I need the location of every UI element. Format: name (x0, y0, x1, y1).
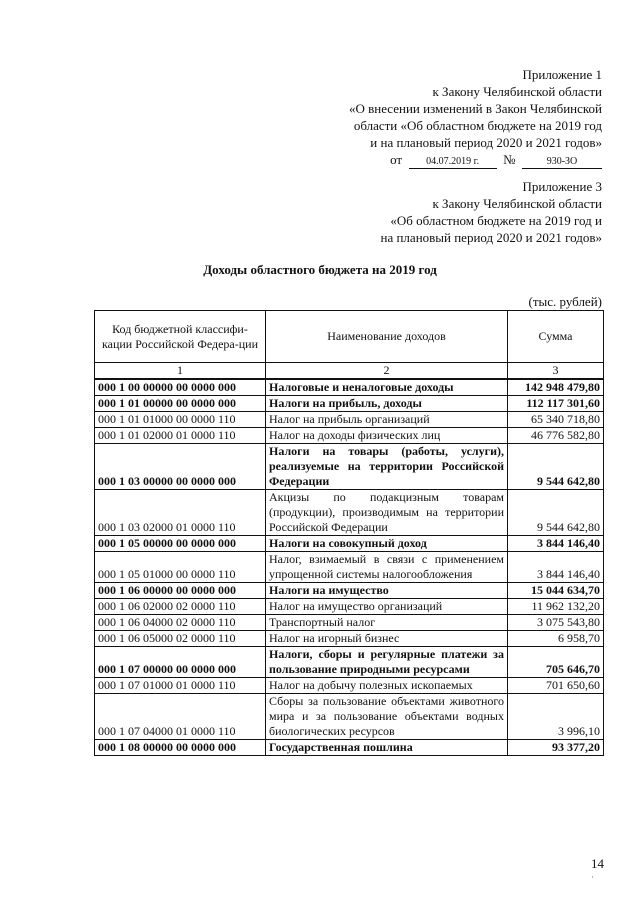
table-header-row (95, 311, 604, 363)
table-row (95, 412, 604, 428)
appendix-1-header (349, 66, 602, 169)
table-row (95, 740, 604, 756)
row-name: Налоги на совокупный доход (266, 536, 508, 552)
column-number-row (95, 363, 604, 380)
row-sum: 6 958,70 (508, 631, 604, 647)
row-code: 000 1 06 05000 02 0000 110 (95, 631, 266, 647)
row-code: 000 1 07 01000 01 0000 110 (95, 678, 266, 694)
table-row (95, 428, 604, 444)
row-name: Налоги на прибыль, доходы (266, 396, 508, 412)
number-label: № (503, 152, 516, 167)
appendix-3-line: к Закону Челябинской области (432, 196, 602, 211)
appendix-3-line: на плановый период 2020 и 2021 годов» (380, 230, 602, 245)
row-sum: 9 544 642,80 (508, 444, 604, 490)
row-name: Налоги на имущество (266, 583, 508, 599)
row-code: 000 1 06 00000 00 0000 000 (95, 583, 266, 599)
row-code: 000 1 08 00000 00 0000 000 (95, 740, 266, 756)
row-name: Налог на доходы физических лиц (266, 428, 508, 444)
table-row (95, 599, 604, 615)
appendix-3-line: Приложение 3 (522, 179, 602, 194)
page-number: 14 (591, 856, 604, 871)
row-sum: 46 776 582,80 (508, 428, 604, 444)
table-row (95, 379, 604, 396)
header-sum: Сумма (508, 311, 604, 363)
appendix-1-line: Приложение 1 (522, 67, 602, 82)
table-row (95, 694, 604, 740)
row-name: Налоговые и неналоговые доходы (266, 379, 508, 396)
law-date: 04.07.2019 г. (409, 156, 497, 169)
table-row (95, 536, 604, 552)
row-sum: 112 117 301,60 (508, 396, 604, 412)
column-number: 3 (508, 363, 604, 380)
table-row (95, 444, 604, 490)
row-code: 000 1 00 00000 00 0000 000 (95, 379, 266, 396)
scan-mark: · (591, 872, 594, 882)
row-code: 000 1 03 02000 01 0000 110 (95, 490, 266, 536)
table-row (95, 631, 604, 647)
row-sum: 11 962 132,20 (508, 599, 604, 615)
appendix-3-line: «Об областном бюджете на 2019 год и (390, 213, 602, 228)
appendix-1-line: к Закону Челябинской области (432, 84, 602, 99)
row-name: Налог на добычу полезных ископаемых (266, 678, 508, 694)
revenue-table (94, 310, 604, 756)
row-sum: 3 844 146,40 (508, 536, 604, 552)
table-row (95, 552, 604, 583)
table-row (95, 647, 604, 678)
row-code: 000 1 03 00000 00 0000 000 (95, 444, 266, 490)
row-code: 000 1 07 00000 00 0000 000 (95, 647, 266, 678)
row-name: Налог на прибыль организаций (266, 412, 508, 428)
row-name: Налог, взимаемый в связи с применением упрощенной системы налогообложения (266, 552, 508, 583)
appendix-1-line: области «Об областном бюджете на 2019 год (353, 118, 602, 133)
row-code: 000 1 05 00000 00 0000 000 (95, 536, 266, 552)
row-name: Налоги, сборы и регулярные платежи за пользование природными ресурсами (266, 647, 508, 678)
law-reference (349, 151, 602, 169)
header-code: Код бюджетной классифи-кации Российской Федера-ции (95, 311, 266, 363)
row-name: Сборы за пользование объектами животного мира и за пользование объектами водных биологических ресурсов (266, 694, 508, 740)
row-sum: 65 340 718,80 (508, 412, 604, 428)
row-code: 000 1 01 02000 01 0000 110 (95, 428, 266, 444)
row-name: Налог на игорный бизнес (266, 631, 508, 647)
row-sum: 15 044 634,70 (508, 583, 604, 599)
table-row (95, 490, 604, 536)
header-name: Наименование доходов (266, 311, 508, 363)
row-code: 000 1 07 04000 01 0000 110 (95, 694, 266, 740)
row-sum: 701 650,60 (508, 678, 604, 694)
row-name: Налоги на товары (работы, услуги), реализуемые на территории Российской Федерации (266, 444, 508, 490)
appendix-3-header (381, 178, 603, 246)
row-name: Акцизы по подакцизным товарам (продукции), производимым на территории Российской Федерации (266, 490, 508, 536)
column-number: 1 (95, 363, 266, 380)
row-sum: 705 646,70 (508, 647, 604, 678)
document-title: Доходы областного бюджета на 2019 год (203, 262, 437, 277)
row-sum: 9 544 642,80 (508, 490, 604, 536)
row-code: 000 1 06 04000 02 0000 110 (95, 615, 266, 631)
table-row (95, 678, 604, 694)
units-label: (тыс. рублей) (528, 294, 602, 309)
table-row (95, 615, 604, 631)
row-name: Государственная пошлина (266, 740, 508, 756)
row-name: Транспортный налог (266, 615, 508, 631)
row-sum: 3 996,10 (508, 694, 604, 740)
row-code: 000 1 05 01000 00 0000 110 (95, 552, 266, 583)
row-sum: 3 844 146,40 (508, 552, 604, 583)
row-code: 000 1 01 00000 00 0000 000 (95, 396, 266, 412)
row-sum: 3 075 543,80 (508, 615, 604, 631)
row-sum: 93 377,20 (508, 740, 604, 756)
table-row (95, 396, 604, 412)
row-sum: 142 948 479,80 (508, 379, 604, 396)
row-name: Налог на имущество организаций (266, 599, 508, 615)
column-number: 2 (266, 363, 508, 380)
from-label: от (390, 152, 403, 167)
row-code: 000 1 01 01000 00 0000 110 (95, 412, 266, 428)
law-number: 930-ЗО (522, 156, 602, 169)
table-row (95, 583, 604, 599)
row-code: 000 1 06 02000 02 0000 110 (95, 599, 266, 615)
appendix-1-line: и на плановый период 2020 и 2021 годов» (370, 135, 602, 150)
appendix-1-line: «О внесении изменений в Закон Челябинской (348, 101, 602, 116)
